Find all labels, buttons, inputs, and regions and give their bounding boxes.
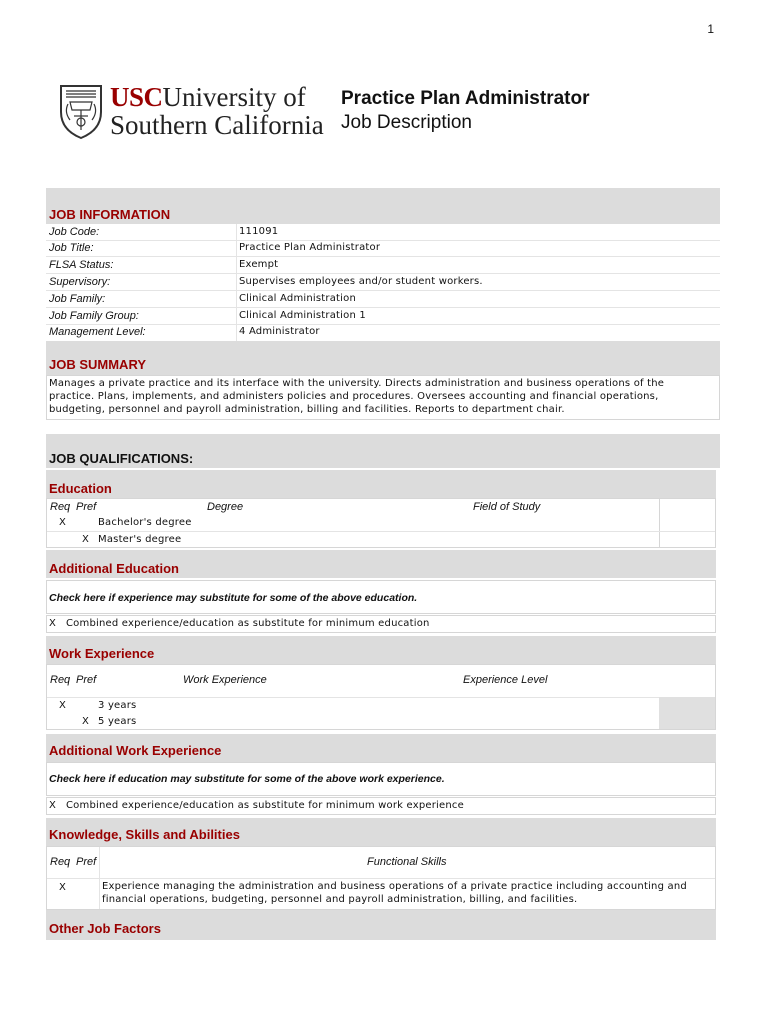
work-years: 5 years [98,716,137,727]
col-pref: Pref [76,674,97,686]
row-label: Job Code: [49,226,100,238]
table-row [46,274,720,291]
gray-cell [659,697,715,729]
table-row [46,291,720,308]
row-label: FLSA Status: [49,259,114,271]
additional-education-note: Check here if experience may substitute for some of the above education. [49,592,418,604]
edu-degree: Bachelor's degree [98,517,192,528]
row-label: Management Level: [49,326,146,338]
job-summary-box [46,375,720,420]
substitute-mark: X [49,618,57,629]
row-value: Clinical Administration [239,293,357,304]
job-information-table [46,224,720,341]
logo-usc: USC [110,82,163,112]
summary-line: budgeting, personnel and payroll administration, billing and facilities. Reports to department chair. [49,404,565,415]
row-value: Supervises employees and/or student workers. [239,276,483,287]
row-divider [47,697,715,698]
job-qualifications-heading: JOB QUALIFICATIONS: [49,451,194,466]
col-req: Req [50,501,71,513]
col-pref: Pref [76,856,97,868]
summary-line: Manages a private practice and its interface with the university. Directs administration and business operations of the [49,378,665,389]
additional-work-note: Check here if education may substitute for some of the above work experience. [49,773,445,785]
work-experience-table [46,664,716,730]
job-summary-band [46,341,720,375]
additional-work-note-box [46,762,716,796]
education-table [46,498,716,548]
additional-work-row [46,797,716,815]
job-information-heading: JOB INFORMATION [49,207,171,222]
table-row [46,224,720,241]
usc-logo [58,82,328,140]
edu-degree: Master's degree [98,534,182,545]
additional-work-heading: Additional Work Experience [49,743,222,758]
col-pref: Pref [76,501,97,513]
table-row [46,240,720,257]
other-factors-heading: Other Job Factors [49,921,161,936]
col-work-experience: Work Experience [183,674,267,686]
row-value: 111091 [239,226,279,237]
usc-seal-icon [58,82,104,140]
ksa-skill-line: Experience managing the administration and business operations of a private practice including accounting and [102,881,687,892]
job-summary-heading: JOB SUMMARY [49,357,147,372]
work-req-mark: X [59,700,67,711]
column-divider [659,499,660,547]
work-experience-heading: Work Experience [49,646,155,661]
row-label: Job Title: [49,242,94,254]
education-band [46,470,716,498]
edu-req-mark: X [59,517,67,528]
summary-line: practice. Plans, implements, and administers policies and procedures. Oversees accounting and financial operations, [49,391,659,402]
row-value: 4 Administrator [239,326,320,337]
page-number: 1 [707,22,714,36]
ksa-heading: Knowledge, Skills and Abilities [49,827,240,842]
col-functional-skills: Functional Skills [367,856,447,868]
col-experience-level: Experience Level [463,674,548,686]
document-subtitle: Job Description [341,112,472,133]
col-req: Req [50,674,71,686]
col-field-of-study: Field of Study [473,501,541,513]
education-heading: Education [49,481,112,496]
row-label: Job Family Group: [49,310,139,322]
logo-southern-california: Southern California [110,110,324,140]
document-title: Practice Plan Administrator [341,88,590,109]
table-row [46,257,720,274]
work-pref-mark: X [82,716,90,727]
work-years: 3 years [98,700,137,711]
table-row [46,308,720,325]
col-degree: Degree [207,501,244,513]
substitute-text: Combined experience/education as substitute for minimum work experience [66,800,464,811]
ksa-table [46,846,716,910]
logo-university: University of [162,82,306,112]
row-value: Clinical Administration 1 [239,310,366,321]
substitute-mark: X [49,800,57,811]
additional-education-heading: Additional Education [49,561,179,576]
additional-education-row [46,615,716,633]
ksa-skill-line: financial operations, budgeting, personnel and payroll administration, billing, and facilities. [102,894,578,905]
row-divider [47,531,715,532]
row-label: Supervisory: [49,276,111,288]
row-value: Practice Plan Administrator [239,242,381,253]
ksa-req-mark: X [59,882,67,893]
additional-education-note-box [46,580,716,614]
row-label: Job Family: [49,293,106,305]
row-divider [47,878,715,879]
edu-pref-mark: X [82,534,90,545]
table-row [46,324,720,340]
row-value: Exempt [239,259,279,270]
substitute-text: Combined experience/education as substitute for minimum education [66,618,430,629]
col-req: Req [50,856,71,868]
